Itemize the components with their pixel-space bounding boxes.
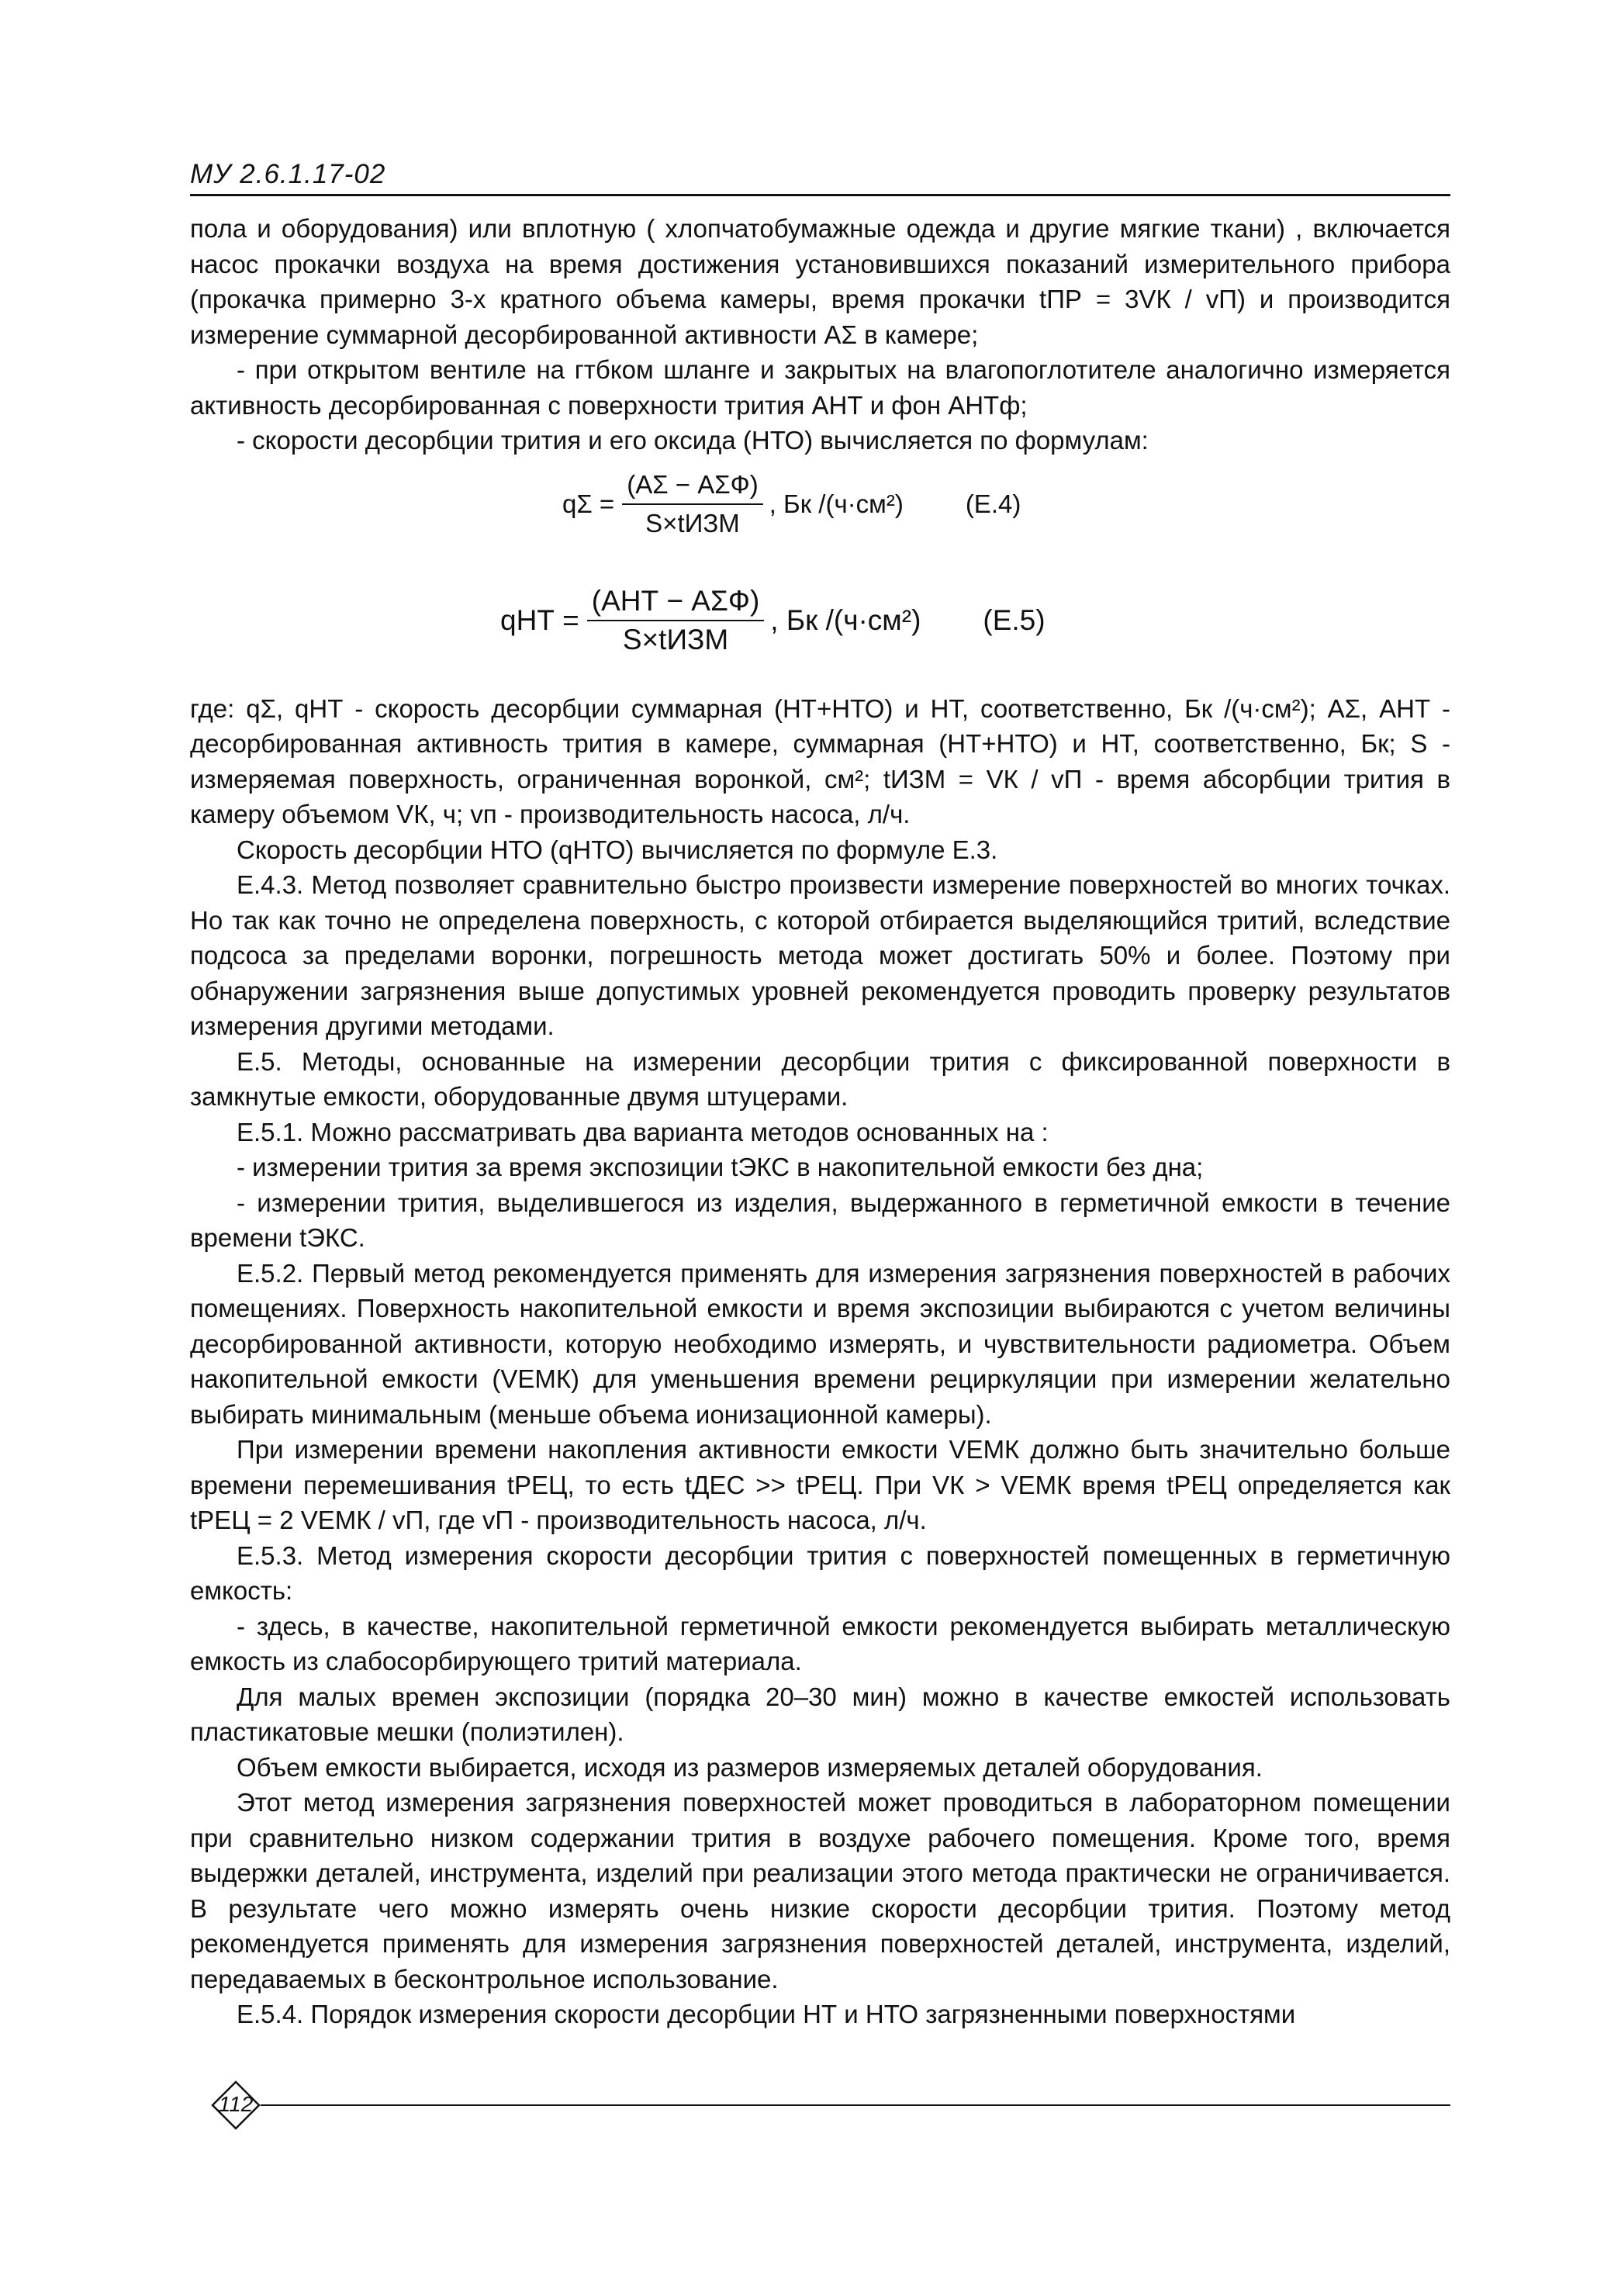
page-number: 112	[218, 2092, 254, 2116]
paragraph: Скорость десорбции НТО (qНТО) вычисляется по формуле Е.3.	[237, 835, 998, 864]
paragraph: - здесь, в качестве, накопительной герметичной емкости рекомендуется выбирать металлическую емкость из слабосорбирующего тритий материала.	[190, 1611, 1450, 1675]
formula-numerator: (AΣ − AΣФ)	[622, 466, 763, 505]
page-body	[190, 211, 1450, 2032]
formula-unit: , Бк /(ч·см²)	[770, 603, 921, 636]
paragraph: Е.5.1. Можно рассматривать два варианта методов основанных на :	[237, 1117, 1049, 1146]
paragraph: Е.5.2. Первый метод рекомендуется применять для измерения загрязнения поверхностей в рабочих помещениях. Поверхность накопительной емкости и время экспозиции выбираются с учетом величины десорбированной активности, которую необходимо измерять, и чувствительности радиометра. Объем накопительной емкости (VЕМК) для уменьшения времени рециркуляции при измерении желательно выбирать минимальным (меньше объема ионизационной камеры).	[190, 1258, 1450, 1429]
paragraph: - измерении трития за время экспозиции tЭКС в накопительной емкости без дна;	[237, 1153, 1204, 1181]
formula-fraction	[622, 466, 763, 542]
equation-number: (Е.4)	[965, 489, 1021, 518]
paragraph: - при открытом вентиле на гтбком шланге и закрытых на влагопоглотителе аналогично измеряется активность десорбированная с поверхности трития AНТ и фон AНТф;	[190, 355, 1450, 420]
formula-unit: , Бк /(ч·см²)	[769, 489, 904, 518]
formula-e5	[190, 575, 1450, 691]
formula-lhs: qНТ =	[500, 603, 579, 636]
formula-e4	[190, 458, 1450, 575]
paragraph: Е.4.3. Метод позволяет сравнительно быстро произвести измерение поверхностей во многих точках. Но так как точно не определена поверхность, с которой отбирается выделяющийся тритий, вследствие подсоса за пределами воронки, погрешность метода может достигать 50% и более. Поэтому при обнаружении загрязнения выше допустимых уровней рекомендуется проводить проверку результатов измерения другими методами.	[190, 870, 1450, 1040]
formula-numerator: (AНТ − AΣФ)	[587, 583, 765, 621]
header-rule	[190, 194, 1450, 196]
paragraph: пола и оборудования) или вплотную ( хлопчатобумажные одежда и другие мягкие ткани) , включается насос прокачки воздуха на время достижения установившихся показаний измерительного прибора (прокачка примерно 3-х кратного объема камеры, время прокачки tПР = 3VК / vП) и производится измерение суммарной десорбированной активности AΣ в камере;	[190, 214, 1450, 349]
paragraph: Этот метод измерения загрязнения поверхностей может проводиться в лабораторном помещении при сравнительно низком содержании трития в воздухе рабочего помещения. Кроме того, время выдержки деталей, инструмента, изделий при реализации этого метода практически не ограничивается. В результате чего можно измерять очень низкие скорости десорбции трития. Поэтому метод рекомендуется применять для измерения загрязнения поверхностей деталей, инструмента, изделий, передаваемых в бесконтрольное использование.	[190, 1788, 1450, 1993]
paragraph: При измерении времени накопления активности емкости VЕМК должно быть значительно больше времени перемешивания tРЕЦ, то есть tДЕС >> tРЕЦ. При VК > VЕМК время tРЕЦ определяется как tРЕЦ = 2 VЕМК / vП, где vП - производительность насоса, л/ч.	[190, 1435, 1450, 1534]
paragraph: - измерении трития, выделившегося из изделия, выдержанного в герметичной емкости в течение времени tЭКС.	[190, 1188, 1450, 1252]
paragraph: где: qΣ, qНТ - скорость десорбции суммарная (НТ+НТО) и НТ, соответственно, Бк /(ч·см²); AΣ, AНТ - десорбированная активность трития в камере, суммарная (НТ+НТО) и НТ, соответственно, Бк; S - измеряемая поверхность, ограниченная воронкой, см²; tИЗМ = VК / vП - время абсорбции трития в камеру объемом VК, ч; vп - производительность насоса, л/ч.	[190, 693, 1450, 828]
document-code: МУ 2.6.1.17-02	[190, 159, 386, 189]
paragraph: Е.5. Методы, основанные на измерении десорбции трития с фиксированной поверхности в замкнутые емкости, оборудованные двумя штуцерами.	[190, 1046, 1450, 1111]
formula-fraction	[587, 583, 765, 659]
paragraph: Е.5.3. Метод измерения скорости десорбции трития с поверхностей помещенных в герметичную емкость:	[190, 1540, 1450, 1605]
footer-rule	[261, 2104, 1450, 2106]
formula-denominator: S×tИЗМ	[645, 508, 740, 538]
paragraph: - скорости десорбции трития и его оксида (НТО) вычисляется по формулам:	[237, 426, 1149, 455]
formula-lhs: qΣ =	[562, 489, 615, 518]
paragraph: Е.5.4. Порядок измерения скорости десорбции НТ и НТО загрязненными поверхностями	[237, 2000, 1296, 2028]
paragraph: Для малых времен экспозиции (порядка 20–30 мин) можно в качестве емкостей использовать пластикатовые мешки (полиэтилен).	[190, 1682, 1450, 1746]
formula-denominator: S×tИЗМ	[622, 623, 729, 655]
equation-number: (Е.5)	[983, 603, 1046, 636]
paragraph: Объем емкости выбирается, исходя из размеров измеряемых деталей оборудования.	[237, 1752, 1263, 1782]
